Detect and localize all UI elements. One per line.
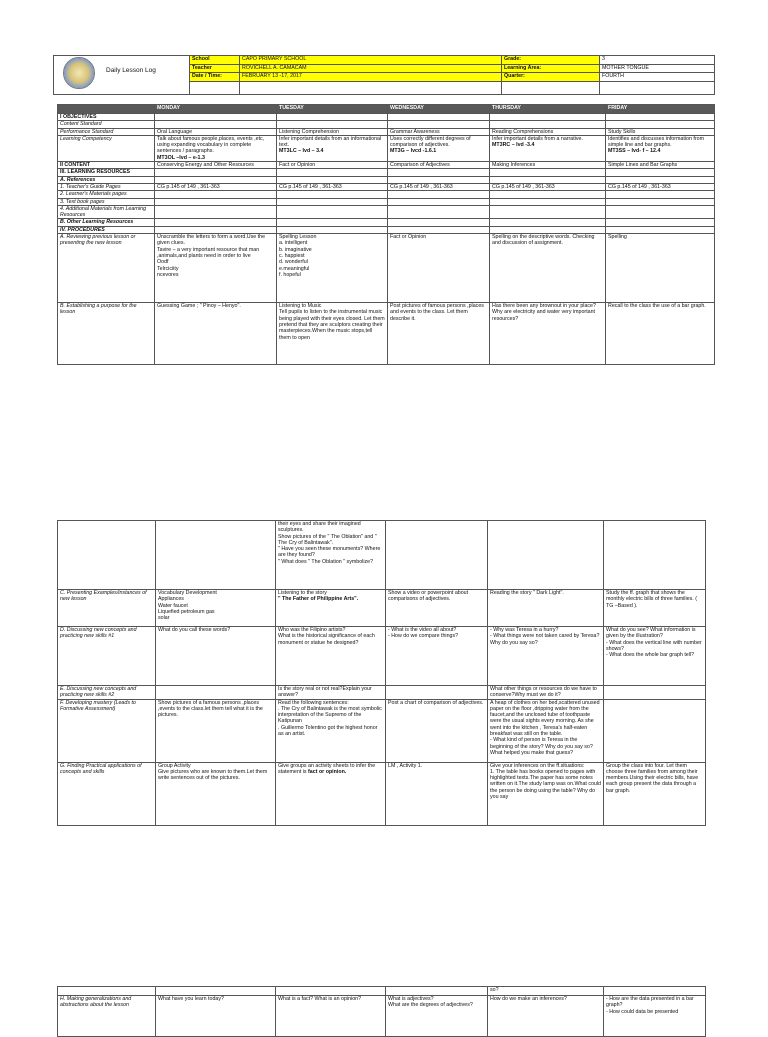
competency-monday: Talk about famous people,places, events ,etc, using expanding vocabulary in complete sentences / paragraphs. MT3OL –Ivd – e-1.3 — [155, 135, 277, 161]
learners-materials-label: 2. Learner's Materials pages — [58, 191, 155, 198]
additional-materials-label: 4. Additional Materials from Learning Resources — [58, 205, 155, 219]
discussing1-monday: What do you call these words? — [156, 627, 276, 686]
school-value: CAPO PRIMARY SCHOOL — [240, 56, 502, 65]
learning-competency-label: Learning Competency — [58, 135, 155, 161]
date-label: Date / Time: — [190, 73, 240, 82]
header-table — [53, 55, 715, 95]
tg-friday: CG p.145 of 149 , 361-363 — [606, 183, 715, 190]
gen-friday: - How are the data presented in a bar graph? - How could data be presented — [604, 996, 706, 1037]
performance-friday: Study Skills — [606, 128, 715, 135]
presenting-thursday: Reading the story " Dark Light". — [488, 590, 604, 627]
performance-tuesday: Listening Comprehension — [277, 128, 388, 135]
learning-area-label: Learning Area: — [502, 64, 600, 73]
mastery-wednesday: Post a chart of comparison of adjectives. — [386, 699, 488, 762]
practical-tuesday: Give groups an activity sheets to infer the statement is fact or opinion. — [276, 762, 386, 825]
day-header-wednesday: WEDNESDAY — [388, 105, 490, 114]
day-header-thursday: THURSDAY — [490, 105, 606, 114]
logo-cell — [54, 56, 190, 95]
review-tuesday: Spelling Lesson a. intelligent b. imaginative c. happiest d. wonderful e.meaningful f. hopeful — [277, 234, 388, 303]
grade-label: Grade: — [502, 56, 600, 65]
gen-monday: What have you learn today? — [156, 996, 276, 1037]
content-friday: Simple Lines and Bar Graphs — [606, 162, 715, 169]
quarter-value: FOURTH — [600, 73, 715, 82]
discussing1-thursday: - Why was Teresa in a hurry? - What things were not taken cared by Teresa? Why do you say so? — [488, 627, 604, 686]
content-thursday: Making Inferences — [490, 162, 606, 169]
review-monday: Unscramble the letters to form a word.Use the given clues. Tavire – a very important resource that man ,animals,and plants need in order to live Oodf Telrciciity ncevores — [155, 234, 277, 303]
discussing1-friday: What do you see? What information is given by the illustration? - What does the vertical line with number shows? - What does the whole bar graph tell? — [604, 627, 706, 686]
date-value: FEBRUARY 13 -17, 2017 — [240, 73, 502, 82]
review-label: A. Reviewing previous lesson or presenting the new lesson — [58, 234, 155, 303]
mastery-tuesday: Read the following sentences: . The Cry of Balintawak is the most symbolic interpretation of the Supremo of the Katipunan . Guillermo Tolentino got the highest honor as an artist. — [276, 699, 386, 762]
tg-wednesday: CG p.145 of 149 , 361-363 — [388, 183, 490, 190]
other-resources-heading: B. Other Learning Resources — [58, 219, 155, 226]
discussing2-tuesday: Is the story real or not real?Explain your answer? — [276, 686, 386, 700]
lesson-table-page3 — [57, 986, 706, 1037]
content-monday: Conserving Energy and Other Resources — [155, 162, 277, 169]
purpose-label: B. Establishing a purpose for the lesson — [58, 303, 155, 365]
tg-tuesday: CG p.145 of 149 , 361-363 — [277, 183, 388, 190]
competency-friday: Identifies and discusses information from simple line and bar graphs. MT3SS – Ivd- f – 12.4 — [606, 135, 715, 161]
competency-thursday: Infer important details from a narrative. MT3RC – Ivd -3.4 — [490, 135, 606, 161]
text-book-label: 3. Text book pages — [58, 198, 155, 205]
mastery-friday — [604, 699, 706, 762]
discussing2-label: E. Discussing new concepts and practicing new skills #2 — [58, 686, 156, 700]
grade-value: 3 — [600, 56, 715, 65]
presenting-friday: Study the ff. graph that shows the monthly electric bills of three families. ( TG –Based ). — [604, 590, 706, 627]
purpose-monday: Guessing Game ; " Pinoy – Henyo". — [155, 303, 277, 365]
mastery-thursday: A heap of clothes on her bed,scattered unused paper on the floor ,dripping water from the faucet,and the unclosed tube of toothpaste were the usual sights every morning. As she went into the kitchen , Teresa's half-eaten breakfast was still on the table. - What kind of person is Teresa in the beginning of the story? Why do you say so? What helped you make that guess? — [488, 699, 604, 762]
discussing1-wednesday: - What is the video all about? - How do we compare things? — [386, 627, 488, 686]
discussing1-tuesday: Who was the Filipino artists? What is the historical significance of each monument or statue he designed? — [276, 627, 386, 686]
tg-monday: CG p.145 of 149 , 361-363 — [155, 183, 277, 190]
log-title: Daily Lesson Log — [106, 67, 156, 74]
lesson-table-page2 — [57, 520, 706, 826]
presenting-wednesday: Show a video or powerpoint about comparisons of adjectives. — [386, 590, 488, 627]
purpose-friday: Recall to the class the use of a bar graph. — [606, 303, 715, 365]
gen-thursday: How do we make an inferences? — [488, 996, 604, 1037]
learning-resources-heading: III. LEARNING RESOURCES — [58, 169, 155, 176]
competency-tuesday: Infer important details from an informational text. MT3LC – Ivd – 3.4 — [277, 135, 388, 161]
presenting-label: C. Presenting Examples/instances of new lesson — [58, 590, 156, 627]
day-header-blank — [58, 105, 155, 114]
performance-wednesday: Grammar Awareness — [388, 128, 490, 135]
content-tuesday: Fact or Opinion — [277, 162, 388, 169]
discussing2-wednesday — [386, 686, 488, 700]
teachers-guide-label: 1. Teacher's Guide Pages — [58, 183, 155, 190]
performance-thursday: Reading Comprehensions — [490, 128, 606, 135]
presenting-monday: Vocabulary Development Appliances Water faucet Liquefied petroleum gas solar — [156, 590, 276, 627]
references-heading: A. References — [58, 176, 155, 183]
day-header-tuesday: TUESDAY — [277, 105, 388, 114]
cont-label — [58, 521, 156, 590]
practical-thursday: Give your inferences on the ff.situations: 1. The table has books opened to pages with highlighted texts.The paper has some notes written on it.The study lamp was on.What could the person be doing using the table? Why do you say — [488, 762, 604, 825]
gen-tuesday: What is a fact? What is an opinion? — [276, 996, 386, 1037]
content-wednesday: Comparison of Adjectives — [388, 162, 490, 169]
discussing2-thursday: What other things or resources do we have to conserve?Why must we do it? — [488, 686, 604, 700]
tg-thursday: CG p.145 of 149 , 361-363 — [490, 183, 606, 190]
review-friday: Spelling — [606, 234, 715, 303]
discussing1-label: D. Discussing new concepts and practicing new skills #1 — [58, 627, 156, 686]
competency-wednesday: Uses correctly different degrees of comparison of adjectives. MT3G – Ivcd -1.6.1 — [388, 135, 490, 161]
practical-label: G. Finding Practical applications of concepts and skills — [58, 762, 156, 825]
practical-friday: Group the class into four. Let them choose three families from among their members.Using their electric bills, have each group present the data through a bar graph. — [604, 762, 706, 825]
purpose-thursday: Has there been any brownout in your place? Why are electricity and water very important resources? — [490, 303, 606, 365]
day-header-monday: MONDAY — [155, 105, 277, 114]
practical-wednesday: LM , Activity 1. — [386, 762, 488, 825]
review-wednesday: Fact or Opinion — [388, 234, 490, 303]
school-label: School — [190, 56, 240, 65]
generalization-label: H. Making generalizations and abstractions about the lesson — [58, 996, 156, 1037]
performance-monday: Oral Language — [155, 128, 277, 135]
lesson-table-page1 — [57, 104, 715, 365]
performance-standard-label: Performance Standard — [58, 128, 155, 135]
cont-so-thursday: so? — [488, 987, 604, 996]
teacher-value: ROVICHELL A. CAMACAM — [240, 64, 502, 73]
learning-area-value: MOTHER TONGUE — [600, 64, 715, 73]
discussing2-monday — [156, 686, 276, 700]
discussing2-friday — [604, 686, 706, 700]
mastery-label: F. Developing mastery (Leads to Formative Assessment) — [58, 699, 156, 762]
mastery-monday: Show pictures of a famous persons ,places ,events to the class.let them tell what it is the pictures. — [156, 699, 276, 762]
content-heading: II CONTENT — [58, 162, 155, 169]
review-thursday: Spelling on the descriptive words. Checking and discussion of assignment. — [490, 234, 606, 303]
cont-tuesday: their eyes and share their imagined sculptures. Show pictures of the " The Oblation" and " The Cry of Balintawak". " Have you seen these monuments? Where are they found? " What does " The Oblation " symbolize? — [276, 521, 386, 590]
quarter-label: Quarter: — [502, 73, 600, 82]
gen-wednesday: What is adjectives? What are the degrees of adjectives? — [386, 996, 488, 1037]
day-header-friday: FRIDAY — [606, 105, 715, 114]
content-standard-label: Content Standard — [58, 121, 155, 128]
purpose-tuesday: Listening to Music Tell pupils to listen to the instrumental music being played with their eyes closed. Let them pretend that they are sculptors creating their masterpieces.When the music stops,tell them to open — [277, 303, 388, 365]
objectives-heading: I OBJECTIVES — [58, 114, 155, 121]
teacher-label: Teacher — [190, 64, 240, 73]
practical-monday: Group Activity Give pictures who are known to them.Let them write sentences out of the pictures. — [156, 762, 276, 825]
procedures-heading: IV. PROCEDURES — [58, 226, 155, 233]
purpose-wednesday: Post pictures of famous persons ,places and events to the class. Let them describe it. — [388, 303, 490, 365]
presenting-tuesday: Listening to the story " The Father of Philippine Arts". — [276, 590, 386, 627]
